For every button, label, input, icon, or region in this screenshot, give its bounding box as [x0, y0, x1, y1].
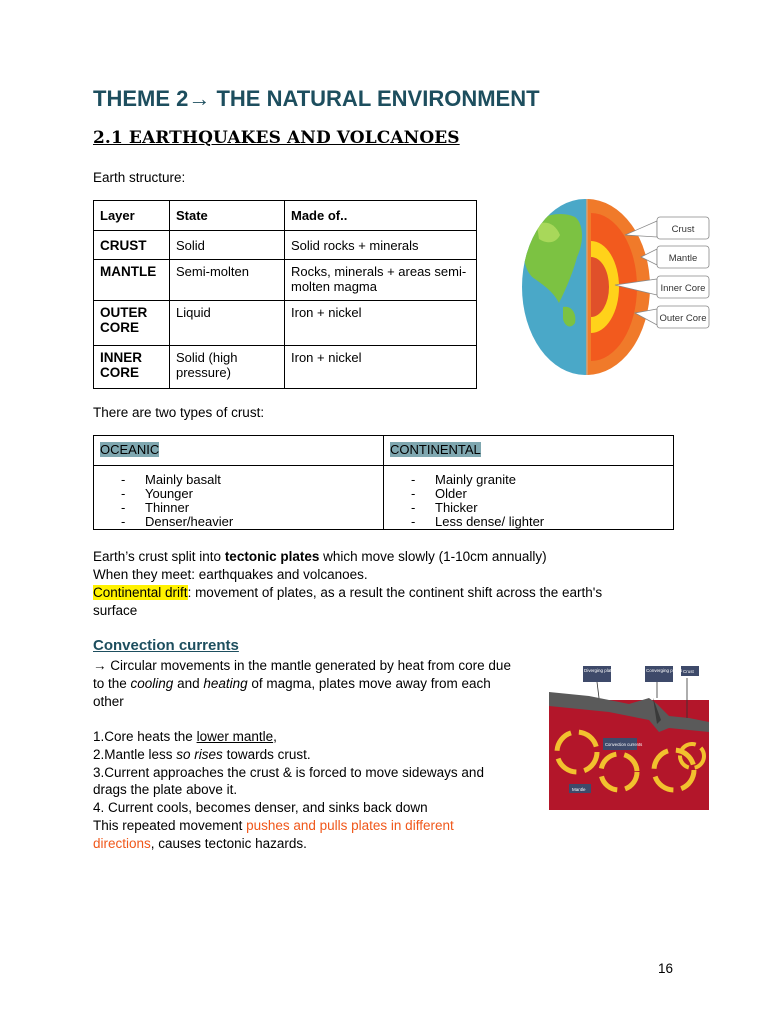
convection-intro-2: to the cooling and heating of magma, plates move away from each [93, 676, 491, 691]
list-item: - Thinner [121, 501, 377, 515]
label-mantle: Mantle [572, 787, 586, 792]
label-converging: Converging plates [646, 668, 683, 673]
earth-structure-label: Earth structure: [93, 170, 186, 185]
label-convection: Convection currents [605, 742, 643, 747]
continental-drift-term: Continental drift [93, 585, 188, 600]
layer-state: Solid [170, 231, 285, 260]
layer-made-of: Rocks, minerals + areas semi-molten magma [285, 260, 477, 301]
table-row [94, 231, 477, 260]
layers-table [93, 200, 477, 389]
plates-line-2: When they meet: earthquakes and volcanoes. [93, 567, 368, 582]
theme-title: THEME 2→ THE NATURAL ENVIRONMENT [93, 86, 540, 111]
label-crust: Crust [683, 669, 694, 674]
oceanic-title: OCEANIC [100, 442, 160, 457]
list-item: - Older [411, 487, 667, 501]
plates-line-1: Earth’s crust split into tectonic plates which move slowly (1-10cm annually) [93, 549, 547, 564]
label-diverging: Diverging plates [584, 668, 617, 673]
layer-state: Solid (high pressure) [170, 346, 285, 389]
step-2: 2.Mantle less so rises towards crust. [93, 747, 311, 762]
step-3-cont: drags the plate above it. [93, 782, 238, 797]
convection-diagram [549, 660, 709, 810]
list-item: - Mainly basalt [121, 473, 377, 487]
tectonic-plates-term: tectonic plates [224, 549, 320, 564]
step-1: 1.Core heats the lower mantle, [93, 729, 277, 744]
convection-intro-3: other [93, 694, 124, 709]
label-mantle: Mantle [668, 253, 698, 264]
convection-title: Convection currents [93, 637, 239, 654]
oceanic-header [94, 436, 384, 466]
list-item: - Younger [121, 487, 377, 501]
layer-state: Semi-molten [170, 260, 285, 301]
label-outer-core: Outer Core [659, 313, 707, 324]
header-made-of: Made of.. [285, 201, 477, 231]
convection-intro-1: → Circular movements in the mantle generated by heat from core due [93, 658, 511, 673]
table-row [94, 260, 477, 301]
continental-list [411, 473, 667, 529]
layer-name: INNER CORE [94, 346, 170, 389]
continental-cell [384, 466, 674, 530]
list-item: - Thicker [411, 501, 667, 515]
step-3: 3.Current approaches the crust & is forced to move sideways and [93, 765, 484, 780]
layer-name: OUTER CORE [94, 301, 170, 346]
continental-drift-line-2: surface [93, 603, 138, 618]
continental-title: CONTINENTAL [390, 442, 481, 457]
repeat-line-2: directions, causes tectonic hazards. [93, 836, 307, 851]
step-4: 4. Current cools, becomes denser, and sinks back down [93, 800, 428, 815]
label-crust: Crust [671, 224, 695, 235]
layer-name: CRUST [94, 231, 170, 260]
header-layer: Layer [94, 201, 170, 231]
layer-state: Liquid [170, 301, 285, 346]
section-title: 2.1 EARTHQUAKES AND VOLCANOES [93, 128, 460, 148]
layer-name: MANTLE [94, 260, 170, 301]
list-item: - Less dense/ lighter [411, 515, 667, 529]
continental-header [384, 436, 674, 466]
crust-types-label: There are two types of crust: [93, 405, 265, 420]
list-item: - Mainly granite [411, 473, 667, 487]
table-row [94, 346, 477, 389]
crust-types-table [93, 435, 674, 530]
label-inner-core: Inner Core [660, 283, 706, 294]
earth-structure-diagram [515, 195, 715, 380]
oceanic-list [121, 473, 377, 529]
oceanic-cell [94, 466, 384, 530]
layer-made-of: Iron + nickel [285, 346, 477, 389]
page-number: 16 [658, 961, 674, 976]
layer-made-of: Iron + nickel [285, 301, 477, 346]
header-state: State [170, 201, 285, 231]
layer-made-of: Solid rocks + minerals [285, 231, 477, 260]
repeat-line-1: This repeated movement pushes and pulls plates in different [93, 818, 454, 833]
continental-drift-line: Continental drift: movement of plates, as a result the continent shift across the earth's [93, 585, 603, 600]
list-item: - Denser/heavier [121, 515, 377, 529]
table-row [94, 301, 477, 346]
